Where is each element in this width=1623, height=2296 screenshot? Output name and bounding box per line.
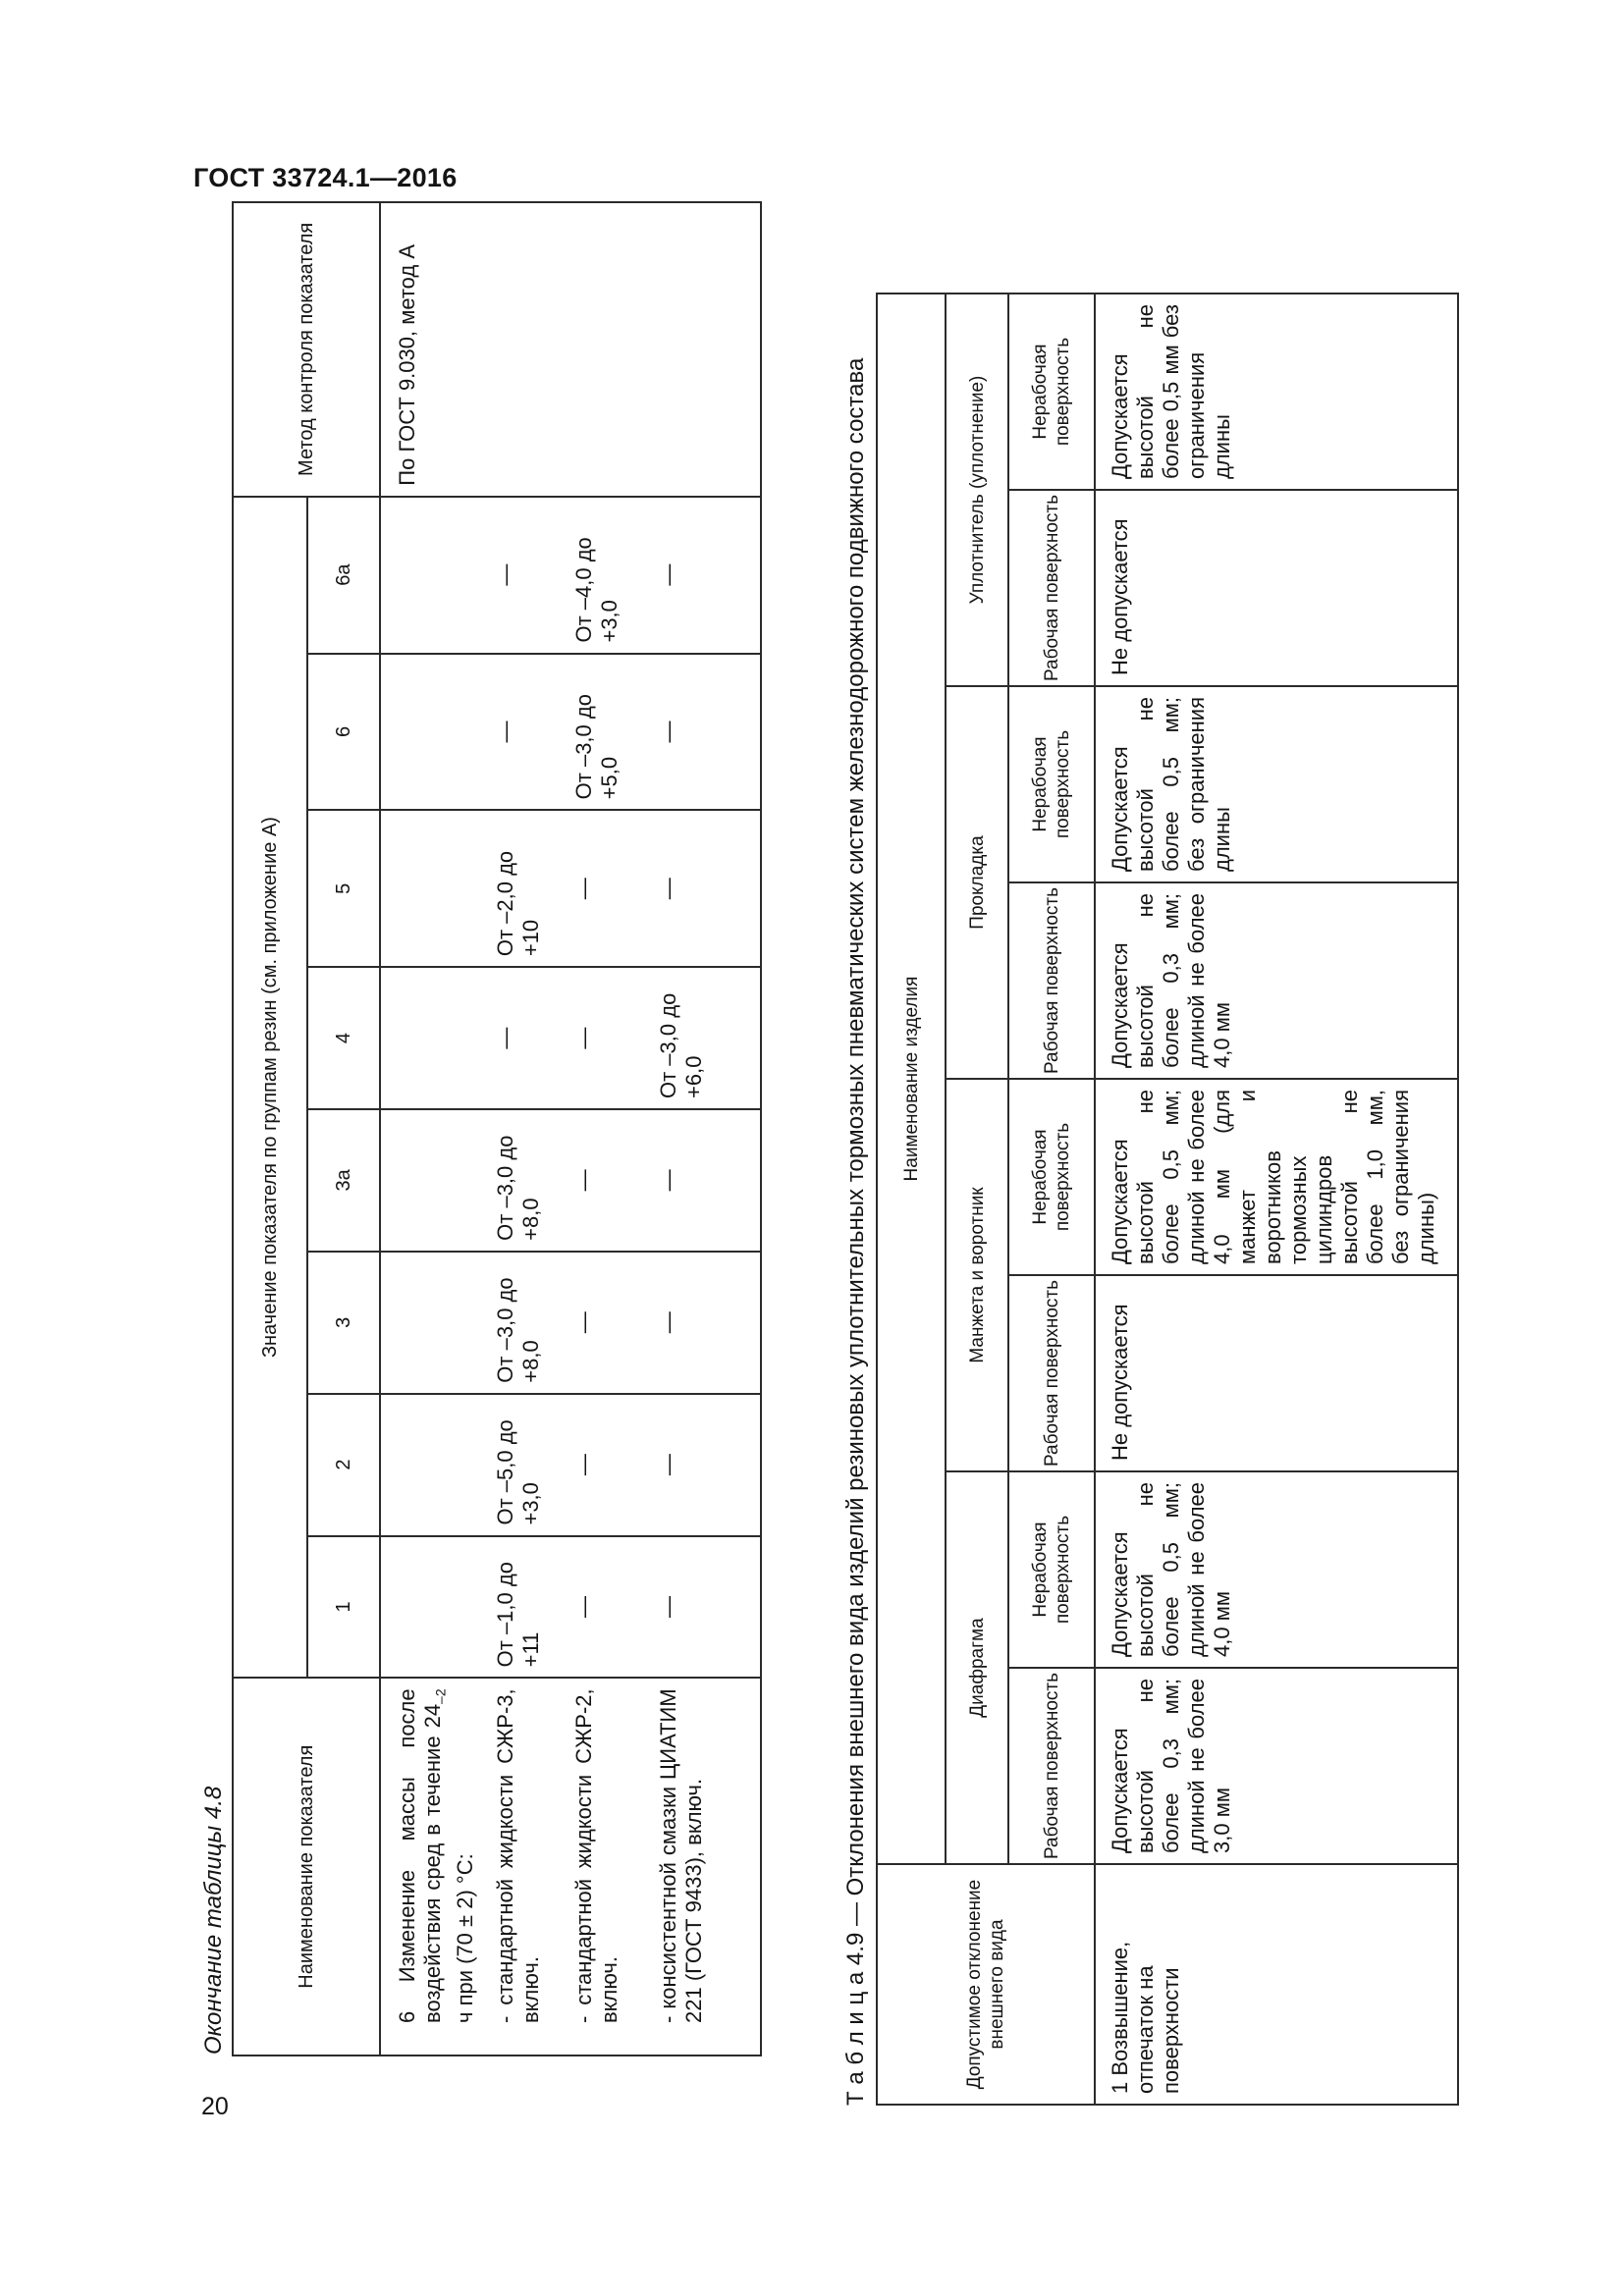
page-number: 20 — [201, 2093, 229, 2120]
cell-cuff-working: Не допускается — [1095, 1275, 1458, 1471]
value-cell: — — [571, 1169, 596, 1192]
header-group-5: 5 — [307, 810, 380, 967]
table-4-9-block — [842, 142, 1459, 2106]
values-group-1 — [380, 1536, 761, 1679]
header-group-6a: 6а — [307, 497, 380, 654]
value-cell: — — [493, 1027, 517, 1049]
document-code: ГОСТ 33724.1—2016 — [193, 163, 458, 192]
header-group-6: 6 — [307, 654, 380, 811]
table-row-names — [380, 1678, 761, 2056]
value-cell: — — [571, 1027, 596, 1049]
row-name-szhr2: - стандартной жидкости СЖР-2, включ. — [571, 1688, 622, 2023]
values-group-3 — [380, 1252, 761, 1394]
row-name-tsiatim: - консистентной смазки ЦИАТИМ 221 (ГОСТ 9433), включ. — [656, 1688, 706, 2023]
header-working-surface: Рабочая поверхность — [1008, 1275, 1095, 1471]
table-4-9 — [876, 293, 1459, 2106]
header-working-surface: Рабочая поверхность — [1008, 1668, 1095, 1864]
header-nonworking-surface: Нерабочая поверхность — [1008, 1471, 1095, 1668]
cell-gasket-nonworking: Допускается высотой не более 0,5 мм; без ограничения длины — [1095, 686, 1458, 882]
header-working-surface: Рабочая поверхность — [1008, 490, 1095, 686]
value-cell: — — [656, 1454, 680, 1476]
header-seal: Уплотнитель (уплотнение) — [946, 294, 1008, 686]
value-cell: От –5,0 до +3,0 — [493, 1419, 543, 1525]
value-cell: — — [656, 563, 680, 586]
values-group-3a — [380, 1109, 761, 1252]
value-cell: — — [656, 1595, 680, 1618]
table-4-8-block — [196, 201, 762, 2056]
header-nonworking-surface: Нерабочая поверхность — [1008, 294, 1095, 490]
control-method-cell: По ГОСТ 9.030, метод А — [380, 202, 761, 497]
value-cell: — — [656, 878, 680, 900]
header-diaphragm: Диафрагма — [946, 1471, 1008, 1864]
value-cell: — — [656, 1169, 680, 1192]
value-cell: От –3,0 до +5,0 — [571, 694, 622, 800]
cell-seal-nonworking: Допускается высотой не более 0,5 мм без ограничения длины — [1095, 294, 1458, 490]
value-cell: — — [493, 721, 517, 743]
values-group-2 — [380, 1394, 761, 1536]
header-group-2: 2 — [307, 1394, 380, 1536]
values-group-5 — [380, 810, 761, 967]
value-cell: От –3,0 до +8,0 — [493, 1135, 543, 1241]
value-cell: — — [571, 1454, 596, 1476]
value-cell: — — [571, 1311, 596, 1334]
value-cell: — — [656, 721, 680, 743]
header-nonworking-surface: Нерабочая поверхность — [1008, 1079, 1095, 1275]
header-groups-title: Значение показателя по группам резин (см. приложение А) — [233, 497, 307, 1679]
value-cell: От –3,0 до +6,0 — [656, 992, 706, 1098]
header-group-4: 4 — [307, 967, 380, 1109]
values-group-6 — [380, 654, 761, 811]
header-cuff-collar: Манжета и воротник — [946, 1079, 1008, 1471]
value-cell: От –1,0 до +11 — [493, 1562, 543, 1668]
header-control-method: Метод контроля показателя — [233, 202, 380, 497]
value-cell: От –3,0 до +8,0 — [493, 1277, 543, 1383]
table-4-8-caption: Окончание таблицы 4.8 — [200, 1786, 227, 2055]
value-cell: — — [571, 1595, 596, 1618]
row-name-szhr3: - стандартной жидкости СЖР-3, включ. — [493, 1688, 543, 2023]
cell-cuff-nonworking: Допускается высотой не более 0,5 мм; длиной не более 4,0 мм (для манжет и воротников тормозных цилиндров высотой не более 1,0 мм, без ограничения длины) — [1095, 1079, 1458, 1275]
cell-gasket-working: Допускается высотой не более 0,3 мм; длиной не более 4,0 мм — [1095, 882, 1458, 1079]
value-cell: — — [571, 878, 596, 900]
header-group-3a: 3а — [307, 1109, 380, 1252]
value-cell: От –4,0 до +3,0 — [571, 537, 622, 643]
cell-seal-working: Не допускается — [1095, 490, 1458, 686]
header-group-3: 3 — [307, 1252, 380, 1394]
value-cell: — — [493, 563, 517, 586]
value-cell: — — [656, 1311, 680, 1334]
header-working-surface: Рабочая поверхность — [1008, 882, 1095, 1079]
values-group-6a — [380, 497, 761, 654]
header-gasket: Прокладка — [946, 686, 1008, 1079]
table-4-9-caption: Т а б л и ц а 4.9 — Отклонения внешнего вида изделий резиновых уплотнительных тормозных пневматических систем железнодорожного подвижного состава — [842, 357, 869, 2106]
header-deviation: Допустимое отклонение внешнего вида — [877, 1864, 1095, 2105]
cell-diaphragm-working: Допускается высотой не более 0,3 мм; длиной не более 3,0 мм — [1095, 1668, 1458, 1864]
header-group-1: 1 — [307, 1536, 380, 1679]
row-deviation-1: 1 Возвышение, отпечаток на поверхности — [1095, 1864, 1458, 2105]
value-cell: От –2,0 до +10 — [493, 850, 543, 957]
table-4-8 — [232, 201, 762, 2056]
header-indicator-name: Наименование показателя — [233, 1678, 380, 2056]
cell-diaphragm-nonworking: Допускается высотой не более 0,5 мм; длиной не более 4,0 мм — [1095, 1471, 1458, 1668]
values-group-4 — [380, 967, 761, 1109]
row-main-title: 6 Изменение массы после воздействия сред в течение $24_{-2}$ ч при (70 ± 2) °С: — [395, 1688, 478, 2023]
header-nonworking-surface: Нерабочая поверхность — [1008, 686, 1095, 882]
header-product-name: Наименование изделия — [877, 294, 946, 1864]
